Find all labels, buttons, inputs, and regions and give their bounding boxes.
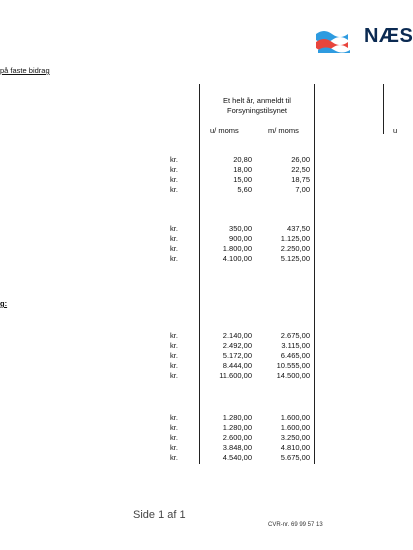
table-row (0, 433, 400, 443)
table-row (0, 254, 400, 264)
price-incl-vat: 5.125,00 (280, 254, 310, 263)
price-excl-vat: 1.280,00 (222, 423, 252, 432)
table-row (0, 453, 400, 463)
price-incl-vat: 6.465,00 (280, 351, 310, 360)
price-excl-vat: 350,00 (229, 224, 252, 233)
price-incl-vat: 3.115,00 (281, 341, 310, 350)
price-incl-vat: 2.250,00 (280, 244, 310, 253)
price-incl-vat: 2.675,00 (280, 331, 310, 340)
price-incl-vat: 3.250,00 (280, 433, 310, 442)
section-label: g: (0, 299, 8, 308)
price-excl-vat: 2.140,00 (222, 331, 252, 340)
unit-label: kr. (170, 341, 178, 350)
price-excl-vat: 900,00 (229, 234, 252, 243)
unit-label: kr. (170, 331, 178, 340)
table-row (0, 185, 400, 195)
unit-label: kr. (170, 423, 178, 432)
unit-label: kr. (170, 244, 178, 253)
table-row (0, 165, 400, 175)
table-row (0, 443, 400, 453)
price-incl-vat: 22,50 (291, 165, 310, 174)
price-excl-vat: 5.172,00 (222, 351, 252, 360)
cvr-number: CVR-nr. 69 99 57 13 (268, 522, 323, 528)
unit-label: kr. (170, 234, 178, 243)
column-divider-far-right (383, 84, 384, 134)
price-excl-vat: 8.444,00 (222, 361, 252, 370)
price-excl-vat: 5,60 (237, 185, 252, 194)
table-row (0, 361, 400, 371)
unit-label: kr. (170, 185, 178, 194)
price-excl-vat: 15,00 (233, 175, 252, 184)
unit-label: kr. (170, 361, 178, 370)
logo-text: NÆS (364, 25, 413, 47)
unit-label: kr. (170, 351, 178, 360)
price-incl-vat: 4.810,00 (280, 443, 310, 452)
column-header-fragment: u (393, 126, 398, 135)
page-heading: på faste bidrag (0, 66, 50, 75)
table-row (0, 413, 400, 423)
unit-label: kr. (170, 371, 178, 380)
unit-label: kr. (170, 155, 178, 164)
table-row (0, 244, 400, 254)
table-row (0, 175, 400, 185)
column-group-header (200, 96, 314, 116)
price-incl-vat: 1.125,00 (280, 234, 310, 243)
column-header-excl-vat: u/ moms (210, 126, 239, 135)
price-incl-vat: 437,50 (287, 224, 310, 233)
price-excl-vat: 11.600,00 (219, 371, 252, 380)
price-incl-vat: 1.600,00 (280, 413, 310, 422)
price-incl-vat: 1.600,00 (280, 423, 310, 432)
price-excl-vat: 4.540,00 (222, 453, 252, 462)
table-row (0, 351, 400, 361)
unit-label: kr. (170, 433, 178, 442)
table-row (0, 234, 400, 244)
table-row (0, 224, 400, 234)
unit-label: kr. (170, 443, 178, 452)
price-excl-vat: 4.100,00 (222, 254, 252, 263)
price-incl-vat: 7,00 (295, 185, 310, 194)
column-divider-right (314, 84, 315, 464)
page-number: Side 1 af 1 (133, 509, 186, 521)
unit-label: kr. (170, 453, 178, 462)
price-excl-vat: 3.848,00 (222, 443, 252, 452)
unit-label: kr. (170, 413, 178, 422)
unit-label: kr. (170, 224, 178, 233)
column-group-title-line1: Et helt år, anmeldt til (223, 96, 291, 105)
unit-label: kr. (170, 165, 178, 174)
price-excl-vat: 1.800,00 (222, 244, 252, 253)
price-incl-vat: 10.555,00 (276, 361, 310, 370)
unit-label: kr. (170, 254, 178, 263)
price-excl-vat: 2.600,00 (222, 433, 252, 442)
price-excl-vat: 2.492,00 (222, 341, 252, 350)
column-divider-left (199, 84, 200, 464)
price-incl-vat: 5.675,00 (280, 453, 310, 462)
price-incl-vat: 26,00 (291, 155, 310, 164)
price-incl-vat: 14.500,00 (276, 371, 310, 380)
price-incl-vat: 18,75 (291, 175, 310, 184)
price-excl-vat: 18,00 (233, 165, 252, 174)
table-row (0, 155, 400, 165)
price-excl-vat: 20,80 (233, 155, 252, 164)
price-excl-vat: 1.280,00 (222, 413, 252, 422)
table-row (0, 371, 400, 381)
table-row (0, 341, 400, 351)
unit-label: kr. (170, 175, 178, 184)
table-row (0, 331, 400, 341)
table-row (0, 423, 400, 433)
column-group-title-line2: Forsyningstilsynet (226, 106, 288, 115)
column-header-incl-vat: m/ moms (268, 126, 299, 135)
